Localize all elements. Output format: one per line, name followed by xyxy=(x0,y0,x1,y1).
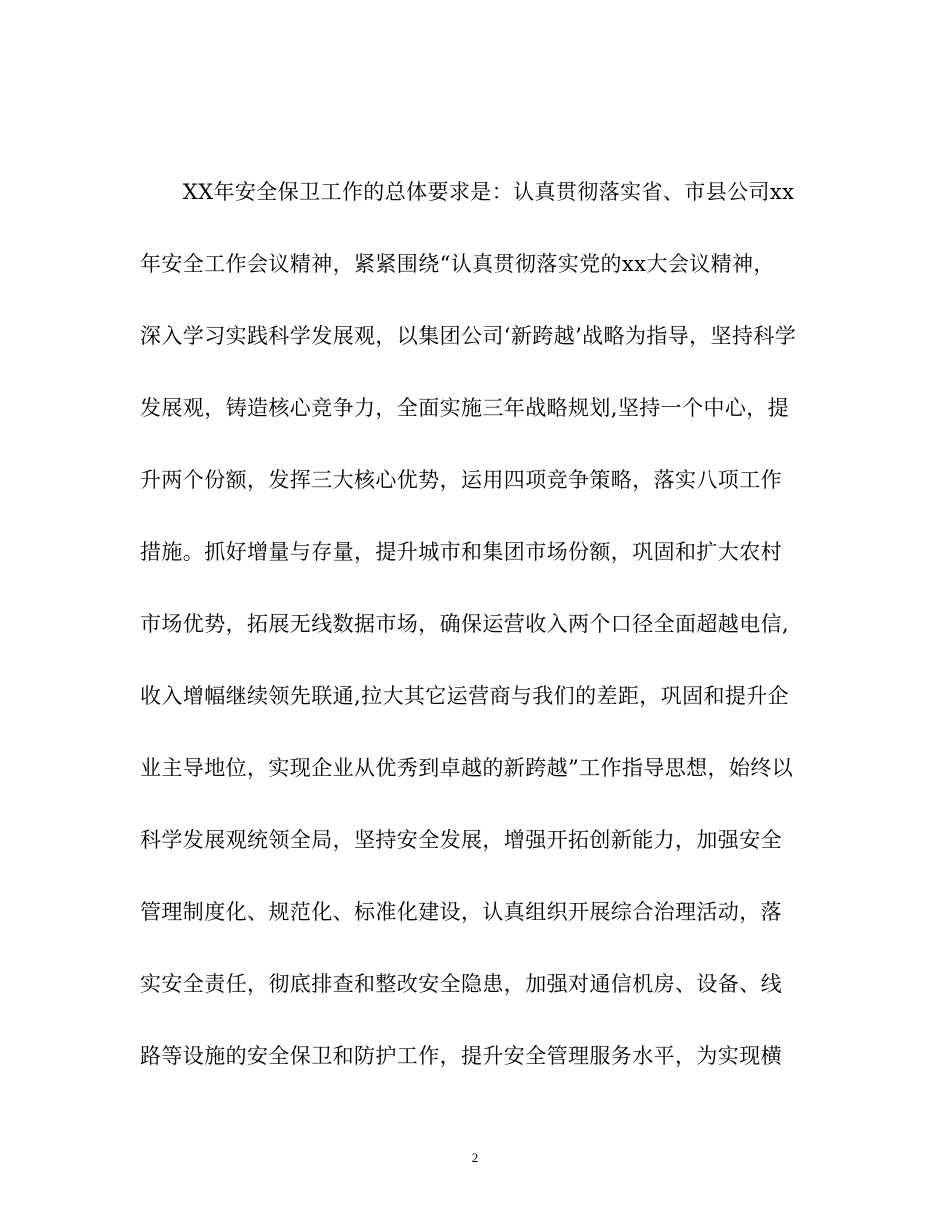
text-line-3: 深入学习实践科学发展观，以集团公司‘新跨越’战略为指导，坚持科学 xyxy=(140,324,797,348)
text-line-9: 业主导地位，实现企业从优秀到卓越的新跨越”工作指导思想，始终以 xyxy=(140,756,794,780)
text-line-7: 市场优势，拓展无线数据市场，确保运营收入两个口径全面超越电信, xyxy=(140,612,790,636)
text-line-1: XX年安全保卫工作的总体要求是：认真贯彻落实省、市县公司xx xyxy=(140,180,795,204)
text-line-2: 年安全工作会议精神，紧紧围绕“认真贯彻落实党的xx大会议精神， xyxy=(140,252,775,276)
text-line-12: 实安全责任，彻底排查和整改安全隐患，加强对通信机房、设备、线 xyxy=(140,972,782,996)
body-paragraph xyxy=(140,168,820,1104)
text-line-6: 措施。抓好增量与存量，提升城市和集团市场份额，巩固和扩大农村 xyxy=(140,540,782,564)
text-line-11: 管理制度化、规范化、标准化建设，认真组织开展综合治理活动，落 xyxy=(140,900,782,924)
page-number: 2 xyxy=(471,1150,479,1165)
text-line-8: 收入增幅继续领先联通,拉大其它运营商与我们的差距，巩固和提升企 xyxy=(140,684,790,708)
text-line-10: 科学发展观统领全局，坚持安全发展，增强开拓创新能力，加强安全 xyxy=(140,828,782,852)
text-line-5: 升两个份额，发挥三大核心优势，运用四项竞争策略，落实八项工作 xyxy=(140,468,782,492)
text-line-13: 路等设施的安全保卫和防护工作，提升安全管理服务水平，为实现横 xyxy=(140,1044,782,1068)
text-line-4: 发展观，铸造核心竞争力，全面实施三年战略规划,坚持一个中心，提 xyxy=(140,396,790,420)
